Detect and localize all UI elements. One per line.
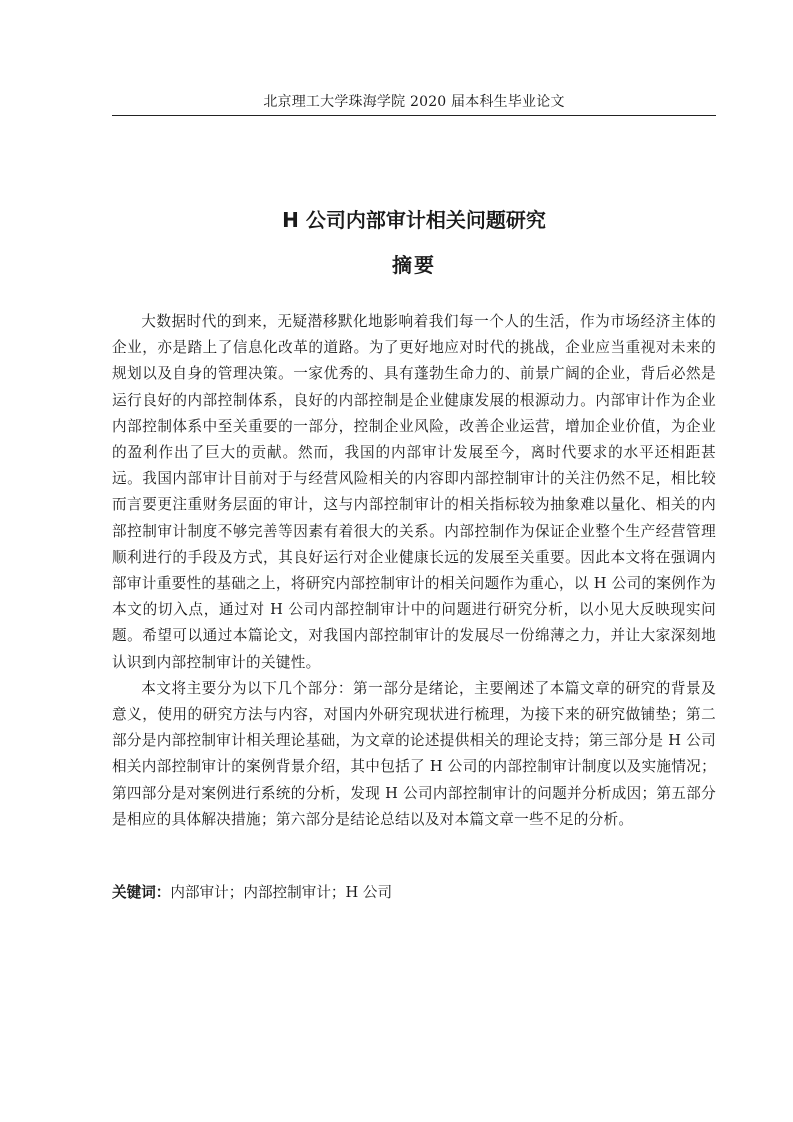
keywords-label: 关键词： <box>112 884 171 901</box>
abstract-paragraph-1: 大数据时代的到来，无疑潜移默化地影响着我们每一个人的生活，作为市场经济主体的企业，亦是踏上了信息化改革的道路。为了更好地应对时代的挑战，企业应当重视对未来的规划以及自身的管理决策。一家优秀的、具有蓬勃生命力的、前景广阔的企业，背后必然是运行良好的内部控制体系，良好的内部控制是企业健康发展的根源动力。内部审计作为企业内部控制体系中至关重要的一部分，控制企业风险，改善企业运营，增加企业价值，为企业的盈利作出了巨大的贡献。然而，我国的内部审计发展至今，离时代要求的水平还相距甚远。我国内部审计目前对于与经营风险相关的内容即内部控制审计的关注仍然不足，相比较而言要更注重财务层面的审计，这与内部控制审计的相关指标较为抽象难以量化、相关的内部控制审计制度不够完善等因素有着很大的关系。内部控制作为保证企业整个生产经营管理顺利进行的手段及方式，其良好运行对企业健康长远的发展至关重要。因此本文将在强调内部审计重要性的基础之上，将研究内部控制审计的相关问题作为重心，以 H 公司的案例作为本文的切入点，通过对 H 公司内部控制审计中的问题进行研究分析，以小见大反映现实问题。希望可以通过本篇论文，对我国内部控制审计的发展尽一份绵薄之力，并让大家深刻地认识到内部控制审计的关键性。 <box>112 313 716 671</box>
running-header: 北京理工大学珠海学院 2020 届本科生毕业论文 <box>263 94 565 110</box>
keywords-value: 内部审计；内部控制审计；H 公司 <box>170 884 393 901</box>
abstract-heading: 摘要 <box>392 253 436 277</box>
abstract-body <box>112 309 716 833</box>
keywords-line <box>112 880 716 906</box>
abstract-paragraph-2: 本文将主要分为以下几个部分：第一部分是绪论，主要阐述了本篇文章的研究的背景及意义，使用的研究方法与内容，对国内外研究现状进行梳理，为接下来的研究做铺垫；第二部分是内部控制审计相关理论基础，为文章的论述提供相关的理论支持；第三部分是 H 公司相关内部控制审计的案例背景介绍，其中包括了 H 公司的内部控制审计制度以及实施情况；第四部分是对案例进行系统的分析，发现 H 公司内部控制审计的问题并分析成因；第五部分是相应的具体解决措施；第六部分是结论总结以及对本篇文章一些不足的分析。 <box>112 679 716 828</box>
header-divider <box>112 115 716 116</box>
thesis-title: H 公司内部审计相关问题研究 <box>282 208 546 232</box>
